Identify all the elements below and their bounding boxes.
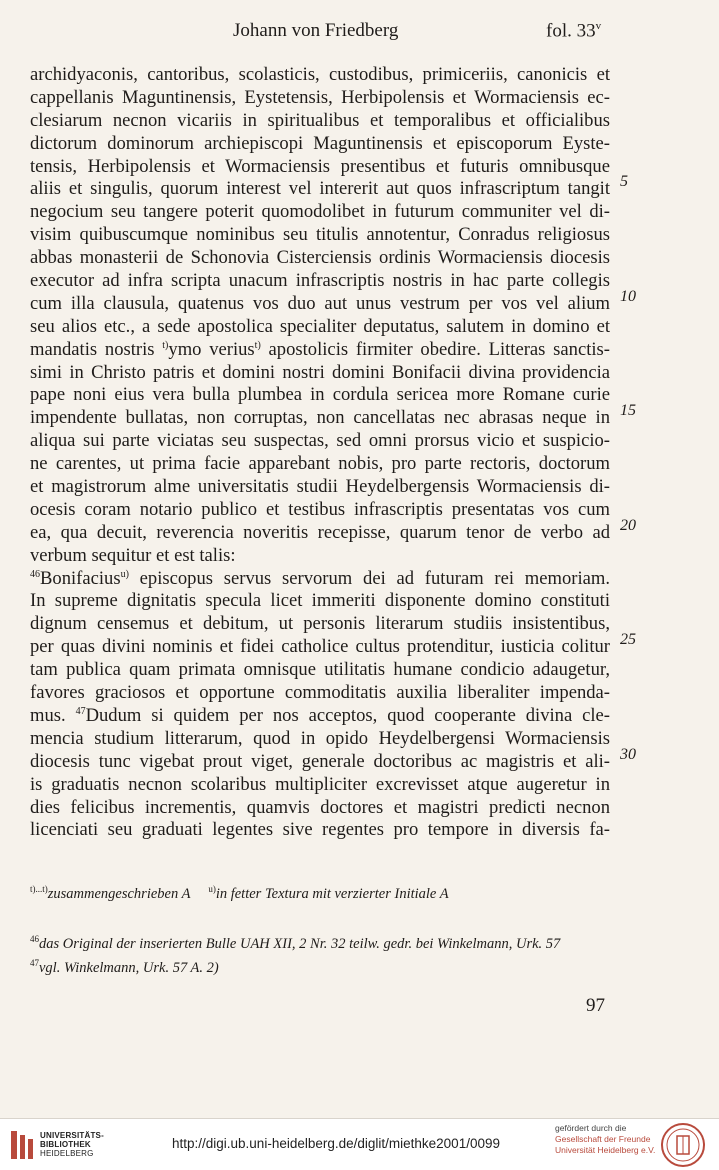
text-line: cappellanis Maguntinensis, Eystetensis, Herbipolensis et Wormaciensis ec- [30,86,610,108]
text-line: abbas monasterii de Schonovia Cisterciensis ordinis Wormaciensis diocesis [30,247,610,269]
text-line: simi in Christo patris et domini nostri domini Bonifacii divina providencia [30,361,610,383]
text-line: impendente bullatas, non corruptas, non cancellatas nec abrasas neque in [30,407,610,429]
text-line: executor ad infra scripta unacum infrascriptis nostris in hac parte collegis [30,270,610,292]
text-line: mandatis nostris $^{t)}$ymo verius$^{t)}$ apostolicis firmiter obedire. Litteras sanctis- [30,338,610,360]
text-line: aliqua sui parte viciatas seu suspectas, sed omni prorsus vicio et suspicio- [30,430,610,452]
text-line: ne carentes, ut prima facie apparebant nobis, pro parte rectoris, doctorum [30,453,610,475]
running-header [0,20,719,46]
page-number: 97 [586,995,605,1016]
text-line: seu alios etc., a sede apostolica specialiter deputatus, salutem in domino et [30,315,610,337]
line-number: 30 [620,746,636,763]
university-library-logo-icon [8,1127,38,1163]
text-line: dies felicibus incrementis, quamvis doctores et magistri predicti necnon [30,796,610,818]
text-line: aliis et singulis, quorum interest vel intererit aut quos infrascriptum tangit [30,178,610,200]
text-line: is graduatis necnon scolaribus multipliciter excrevisset atque augeretur in [30,773,610,795]
sponsor-text: gefördert durch die Gesellschaft der Freunde Universität Heidelberg e.V. [555,1123,656,1155]
text-line: pape noni eius vera bulla plumbea in cordula sericea more Romane curie [30,384,610,406]
header-author: Johann von Friedberg [233,20,399,41]
text-line: verbum sequitur et est talis: [30,544,236,566]
text-line: licenciati seu graduati legentes sive regentes pro tempore in diversis fa- [30,819,610,841]
line-number: 20 [620,517,636,534]
source-footnotes [30,930,560,978]
textual-apparatus: $^{t)...t)}$zusammengeschrieben A $^{u)}$in fetter Textura mit verzierter Initiale A [30,884,449,902]
text-line: mus. $^{47}$Dudum si quidem per nos acceptos, quod cooperante divina cle- [30,704,610,726]
university-library-name: UNIVERSITÄTS- BIBLIOTHEK HEIDELBERG [40,1131,104,1158]
text-line: In supreme dignitatis specula licet immeriti disponente domino constituti [30,590,610,612]
body-text [30,64,610,842]
text-line: favores graciosos et opportune commoditatis auxilia liberaliter impenda- [30,682,610,704]
text-line: dictorum dominorum archiepiscopi Maguntinensis et episcoporum Eyste- [30,132,610,154]
line-number: 10 [620,288,636,305]
text-line: negocium seu tangere poterit quomodolibet in futurum communiter vel di- [30,201,610,223]
text-line: cum illa clausula, quatenus vos duo aut unus vestrum per vos vel alium [30,292,610,314]
university-seal-icon [660,1122,706,1168]
text-line: per quas divini nominis et fidei catholice cultus protenditur, iusticia colitur [30,636,610,658]
header-folio: fol. 33$^v$ [546,20,602,42]
text-line: mencia studium litterarum, quod in opido Heydelbergensi Wormaciensis [30,727,610,749]
line-number: 15 [620,402,636,419]
footnote: $^{46}$das Original der inserierten Bulle UAH XII, 2 Nr. 32 teilw. gedr. bei Winkelmann, Urk. 57 [30,934,561,952]
text-line: clesiarum necnon vicariis in spiritualibus et temporalibus et officialibus [30,109,610,131]
text-line: visim quibuscumque nominibus seu titulis annotentur, Conradus religiosus [30,224,610,246]
footer-bar [0,1118,719,1170]
line-number: 25 [620,631,636,648]
text-line: dignum censemus et debitum, ut personis literarum studiis insistentibus, [30,613,610,635]
text-line: et magistrorum alme universitatis studii Heydelbergensis Wormaciensis di- [30,476,610,498]
permalink-url[interactable]: http://digi.ub.uni-heidelberg.de/diglit/miethke2001/0099 [172,1136,500,1151]
text-line: $^{46}$Bonifacius$^{u)}$ episcopus servus servorum dei ad futuram rei memoriam. [30,567,610,589]
line-number: 5 [620,173,628,190]
text-line: tensis, Herbipolensis et Wormaciensis presentibus et futuris omnibusque [30,155,610,177]
text-line: archidyaconis, cantoribus, scolasticis, custodibus, primiceriis, canonicis et [30,64,610,85]
footnote: $^{47}$vgl. Winkelmann, Urk. 57 A. 2) [30,957,219,976]
text-line: ocesis coram notario publico et testibus infrascriptis presentatas vos cum [30,498,610,520]
text-line: ea, qua decuit, reverencia noveritis recepisse, quarum tenor de verbo ad [30,521,610,543]
text-line: tam publica quam primata omnisque utilitatis humane condicio adaugetur, [30,659,610,681]
text-line: diocesis tunc vigebat prout viget, generale doctoribus ac magistris et ali- [30,750,610,772]
